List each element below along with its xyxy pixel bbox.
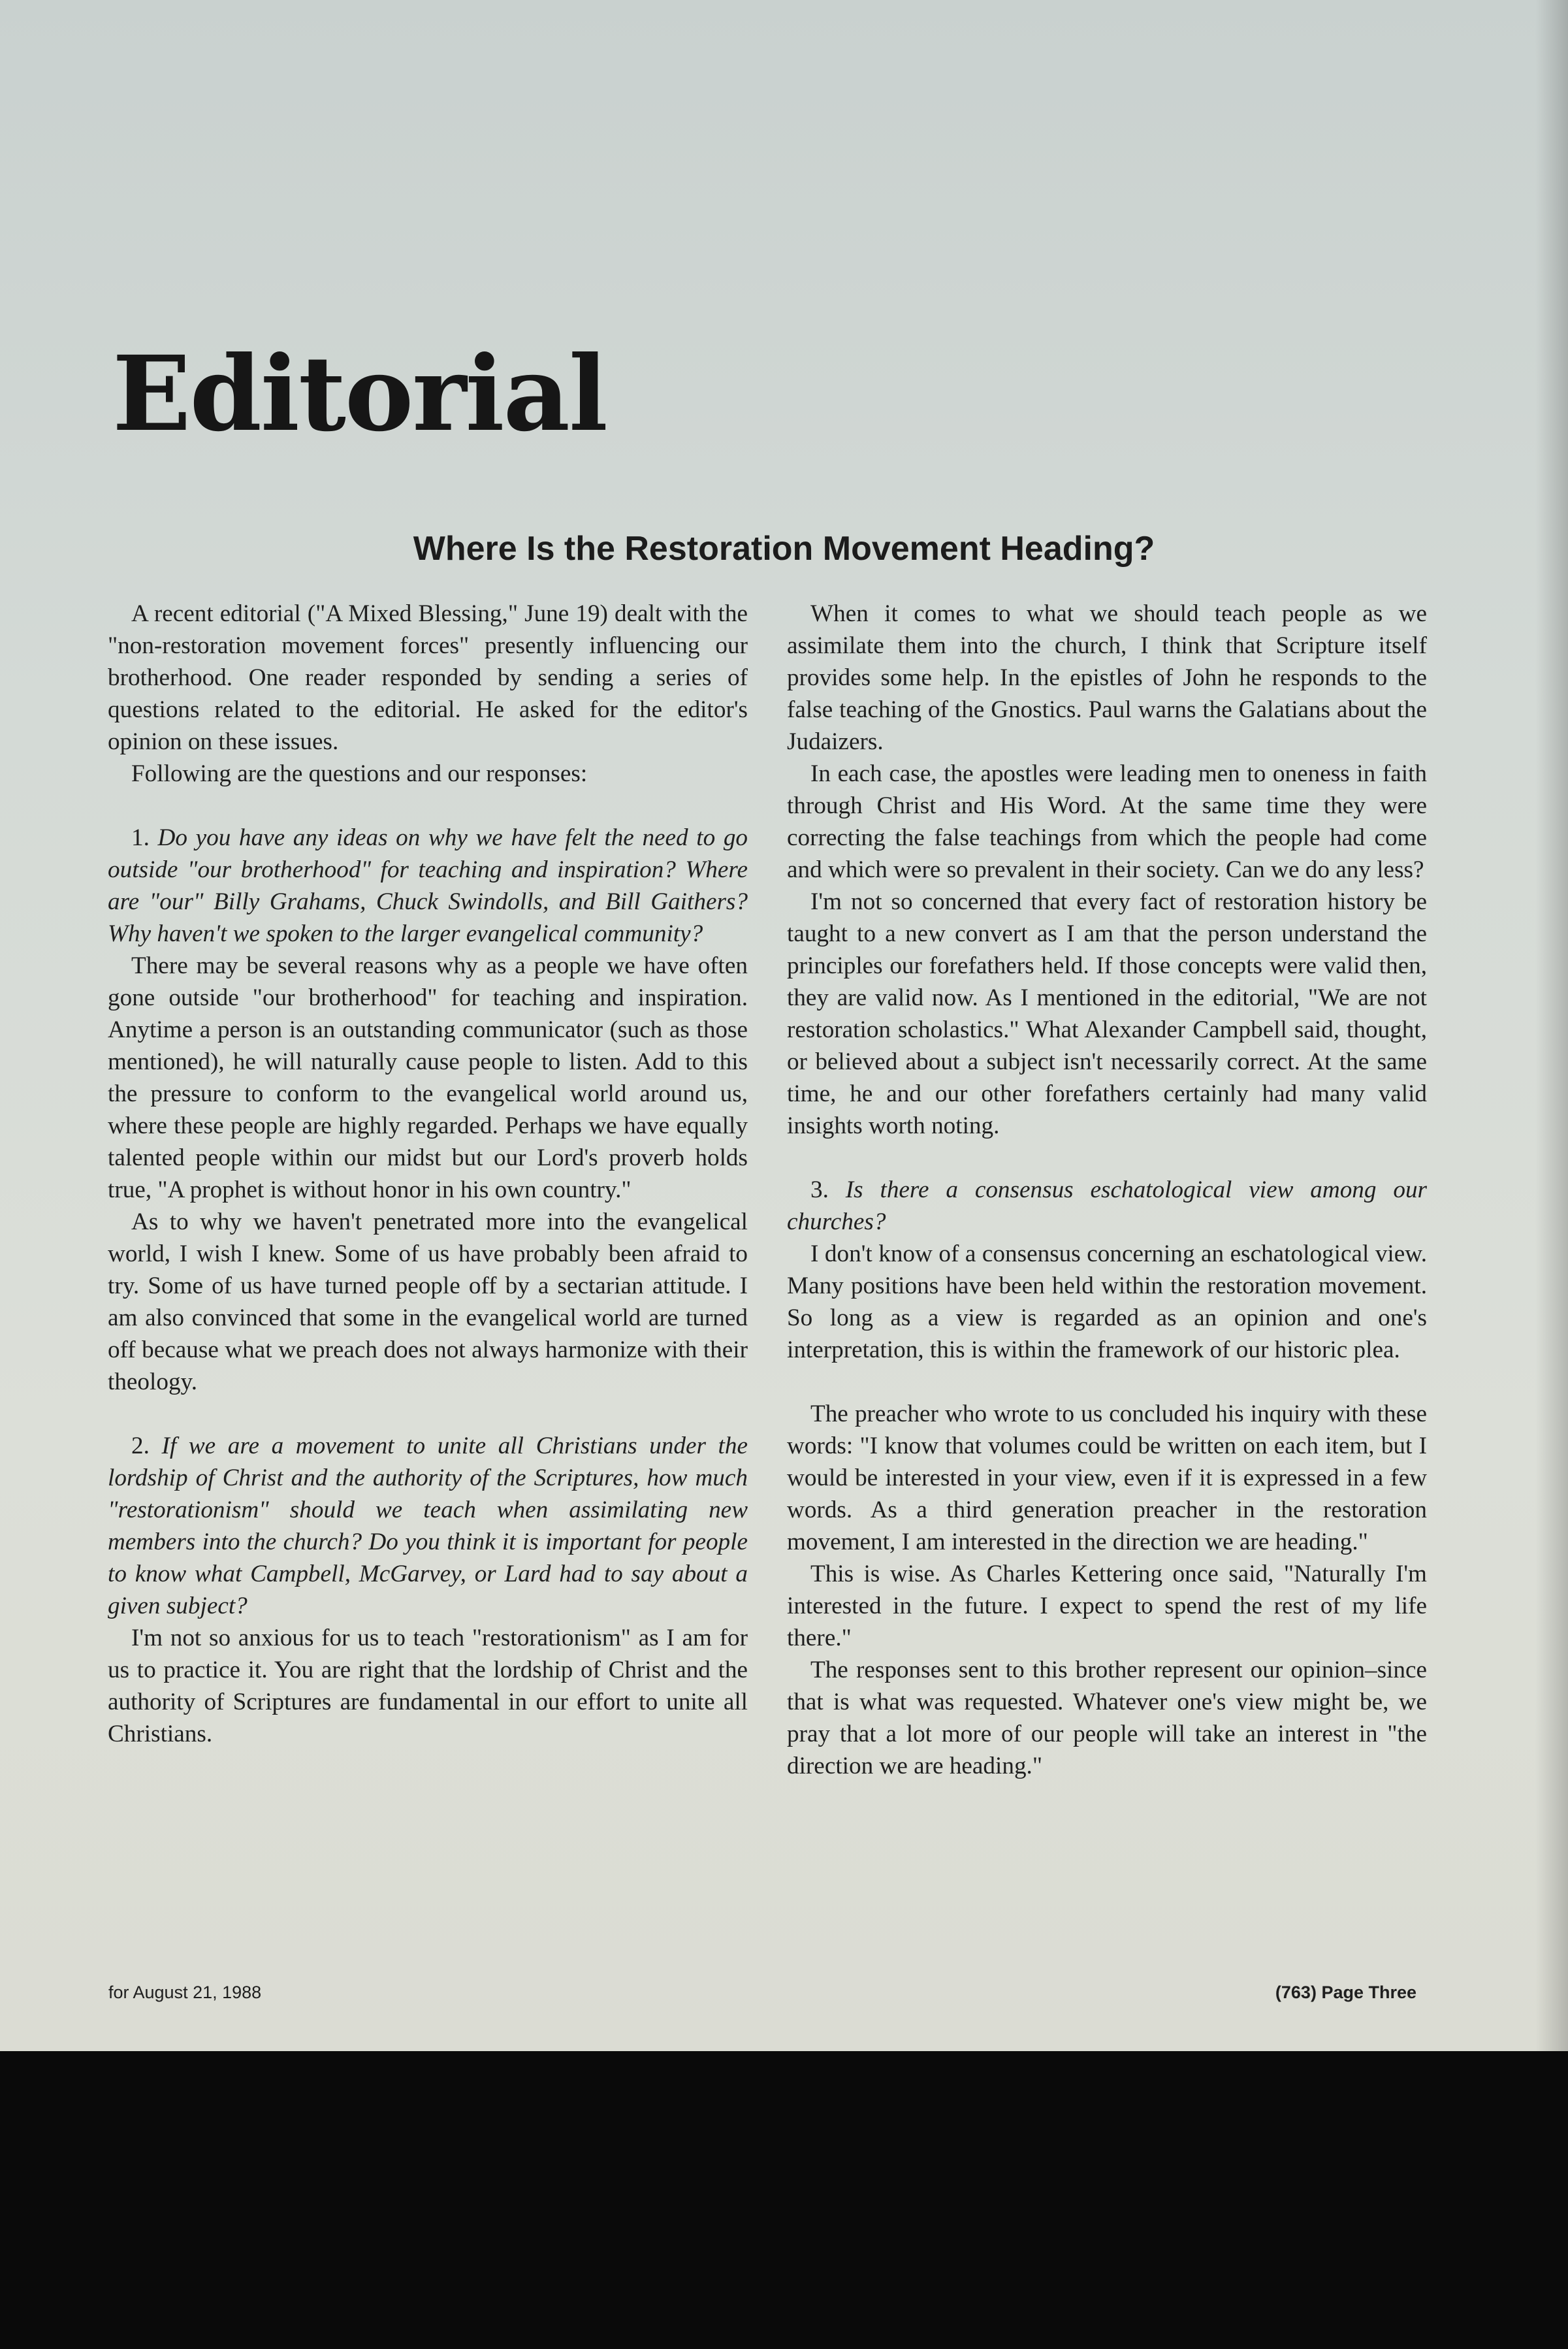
question-number: 3.: [810, 1176, 829, 1203]
left-column: [108, 598, 748, 1750]
paragraph: There may be several reasons why as a people we have often gone outside "our brotherhood" for teaching and inspiration. Anytime a person is an outstanding communicator (such as those mentioned), he will naturally cause people to listen. Add to this the pressure to conform to the evangelical world around us, where these people are highly regarded. Perhaps we have equally talented people within our midst but our Lord's proverb holds true, "A prophet is without honor in his own country.": [108, 952, 748, 1203]
question-text: Do you have any ideas on why we have felt the need to go outside "our brotherhood" for teaching and inspiration? Where are "our" Billy Grahams, Chuck Swindolls, and Bill Gaithers? Why haven't we spoken to the larger evangelical community?: [108, 824, 748, 947]
question-3: [787, 1174, 1427, 1238]
paragraph: I don't know of a consensus concerning an eschatological view. Many positions have been held within the restoration movement. So long as a view is regarded as an opinion and one's interpretation, this is within the framework of our historic plea.: [787, 1240, 1427, 1363]
paragraph: The responses sent to this brother represent our opinion–since that is what was requested. Whatever one's view might be, we pray that a lot more of our people will take an interest in "the direction we are heading.": [787, 1657, 1427, 1779]
question-number: 1.: [131, 824, 150, 851]
question-1: [108, 822, 748, 950]
paragraph: This is wise. As Charles Kettering once said, "Naturally I'm interested in the future. I expect to spend the rest of my life there.": [787, 1561, 1427, 1651]
question-number: 2.: [131, 1433, 150, 1459]
paragraph: As to why we haven't penetrated more into the evangelical world, I wish I knew. Some of us have probably been afraid to try. Some of us have turned people off by a sectarian attitude. I am also convinced that some in the evangelical world are turned off because what we preach does not always harmonize with their theology.: [108, 1208, 748, 1395]
page-number-footer: (763) Page Three: [1275, 1983, 1416, 2002]
issue-date-footer: for August 21, 1988: [108, 1983, 262, 2002]
paragraph: In each case, the apostles were leading men to oneness in faith through Christ and His Word. At the same time they were correcting the false teachings from which the people had come and which were so prevalent in their society. Can we do any less?: [787, 760, 1427, 883]
question-2: [108, 1430, 748, 1622]
question-text: If we are a movement to unite all Christians under the lordship of Christ and the authority of the Scriptures, how much "restorationism" should we teach when assimilating new members into the church? Do you think it is important for people to know what Campbell, McGarvey, or Lard had to say about a given subject?: [108, 1433, 748, 1619]
article-title: Where Is the Restoration Movement Heading?: [413, 530, 1155, 568]
paragraph: I'm not so anxious for us to teach "restorationism" as I am for us to practice it. You are right that the lordship of Christ and the authority of Scriptures are fundamental in our effort to unite all Christians.: [108, 1625, 748, 1747]
section-masthead: Editorial: [112, 334, 607, 455]
paragraph: When it comes to what we should teach people as we assimilate them into the church, I think that Scripture itself provides some help. In the epistles of John he responds to the false teaching of the Gnostics. Paul warns the Galatians about the Judaizers.: [787, 600, 1427, 755]
paragraph: Following are the questions and our responses:: [131, 760, 588, 787]
paragraph: A recent editorial ("A Mixed Blessing," June 19) dealt with the "non-restoration movement forces" presently influencing our brotherhood. One reader responded by sending a series of questions related to the editorial. He asked for the editor's opinion on these issues.: [108, 600, 748, 755]
right-column: [787, 598, 1427, 1782]
question-text: Is there a consensus eschatological view among our churches?: [787, 1176, 1428, 1235]
paragraph: I'm not so concerned that every fact of restoration history be taught to a new convert as I am that the person understand the principles our forefathers held. If those concepts were valid then, they are valid now. As I mentioned in the editorial, "We are not restoration scholastics." What Alexander Campbell said, thought, or believed about a subject isn't necessarily correct. At the same time, he and our other forefathers certainly had many valid insights worth noting.: [787, 888, 1427, 1139]
paragraph: The preacher who wrote to us concluded his inquiry with these words: "I know that volumes could be written on each item, but I would be interested in your view, even if it is expressed in a few words. As a third generation preacher in the restoration movement, I am interested in the direction we are heading.": [787, 1401, 1427, 1555]
